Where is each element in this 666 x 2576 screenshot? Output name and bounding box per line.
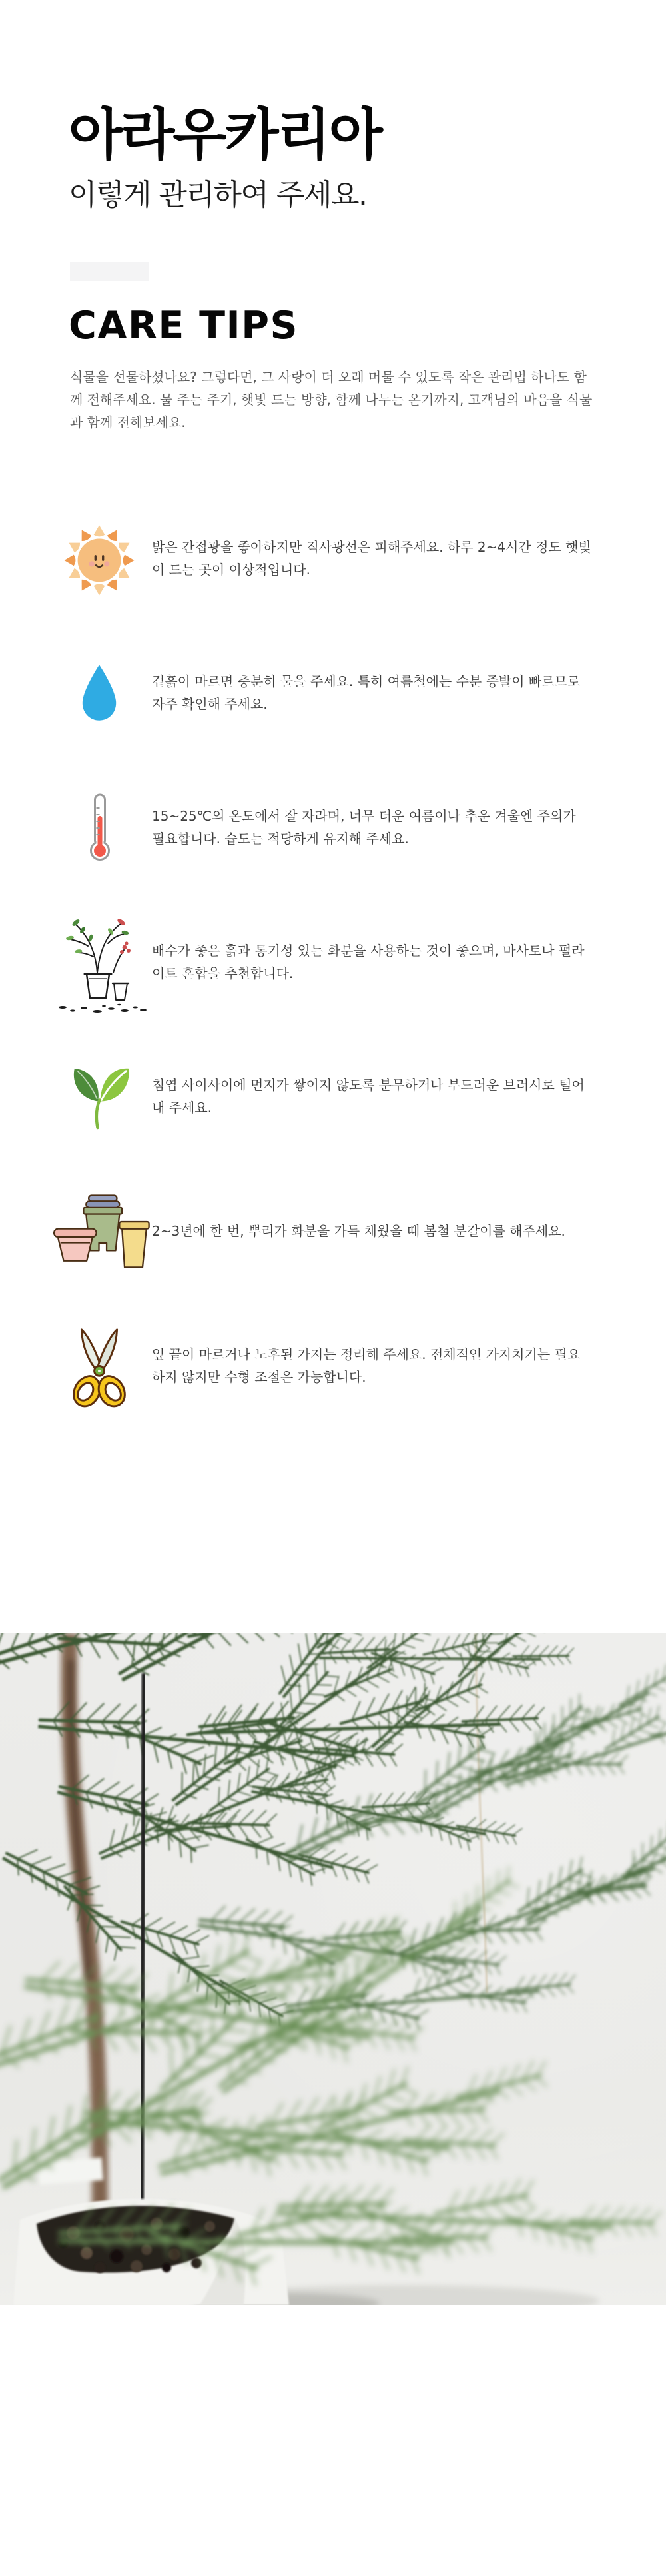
flower-pots-icon	[57, 1194, 142, 1268]
potted-plant-icon	[57, 925, 142, 999]
header	[0, 0, 666, 213]
sun-icon	[57, 522, 142, 595]
tip-text: 침엽 사이사이에 먼지가 쌓이지 않도록 분무하거나 부드러운 브러시로 털어내 주세요.	[152, 1076, 585, 1116]
tip-item-cleaning	[57, 1060, 666, 1133]
tip-text: 15~25℃의 온도에서 잘 자라며, 너무 더운 여름이나 추운 겨울엔 주의가 필요합니다. 습도는 적당하게 유지해 주세요.	[152, 807, 576, 847]
page-title: 아라우카리아	[69, 102, 381, 167]
tip-item-soil-pot	[57, 925, 666, 999]
care-tips-list	[0, 522, 666, 1402]
leaf-sprout-icon	[57, 1060, 142, 1133]
water-drop-icon	[57, 656, 142, 729]
pruning-scissors-icon	[57, 1329, 142, 1402]
tip-text: 배수가 좋은 흙과 통기성 있는 화분을 사용하는 것이 좋으며, 마사토나 펄라이트 혼합을 추천합니다.	[152, 942, 585, 981]
care-intro-paragraph: 식물을 선물하셨나요? 그렇다면, 그 사랑이 더 오래 머물 수 있도록 작은 관리법 하나도 함께 전해주세요. 물 주는 주기, 햇빛 드는 방향, 함께 나누는 온기까지, 고객님의 마음을 식물과 함께 전해보세요.	[70, 368, 593, 430]
tip-item-light	[57, 522, 666, 595]
tip-item-temperature	[57, 791, 666, 864]
tip-text: 겉흙이 마르면 충분히 물을 주세요. 특히 여름철에는 수분 증발이 빠르므로 자주 확인해 주세요.	[152, 673, 581, 712]
page-subtitle: 이렇게 관리하여 주세요.	[69, 178, 367, 212]
thermometer-icon	[57, 791, 142, 864]
care-tips-heading: CARE TIPS	[69, 304, 299, 348]
tip-item-repotting	[57, 1194, 666, 1268]
tip-text: 잎 끝이 마르거나 노후된 가지는 정리해 주세요. 전체적인 가지치기는 필요하지 않지만 수형 조절은 가능합니다.	[152, 1346, 581, 1385]
tip-item-pruning	[57, 1329, 666, 1402]
tip-item-water	[57, 656, 666, 729]
araucaria-photo	[0, 1633, 666, 2305]
label-badge	[70, 262, 149, 281]
tip-text: 밝은 간접광을 좋아하지만 직사광선은 피해주세요. 하루 2~4시간 정도 햇빛이 드는 곳이 이상적입니다.	[152, 538, 591, 578]
tip-text: 2~3년에 한 번, 뿌리가 화분을 가득 채웠을 때 봄철 분갈이를 해주세요.	[152, 1222, 565, 1239]
